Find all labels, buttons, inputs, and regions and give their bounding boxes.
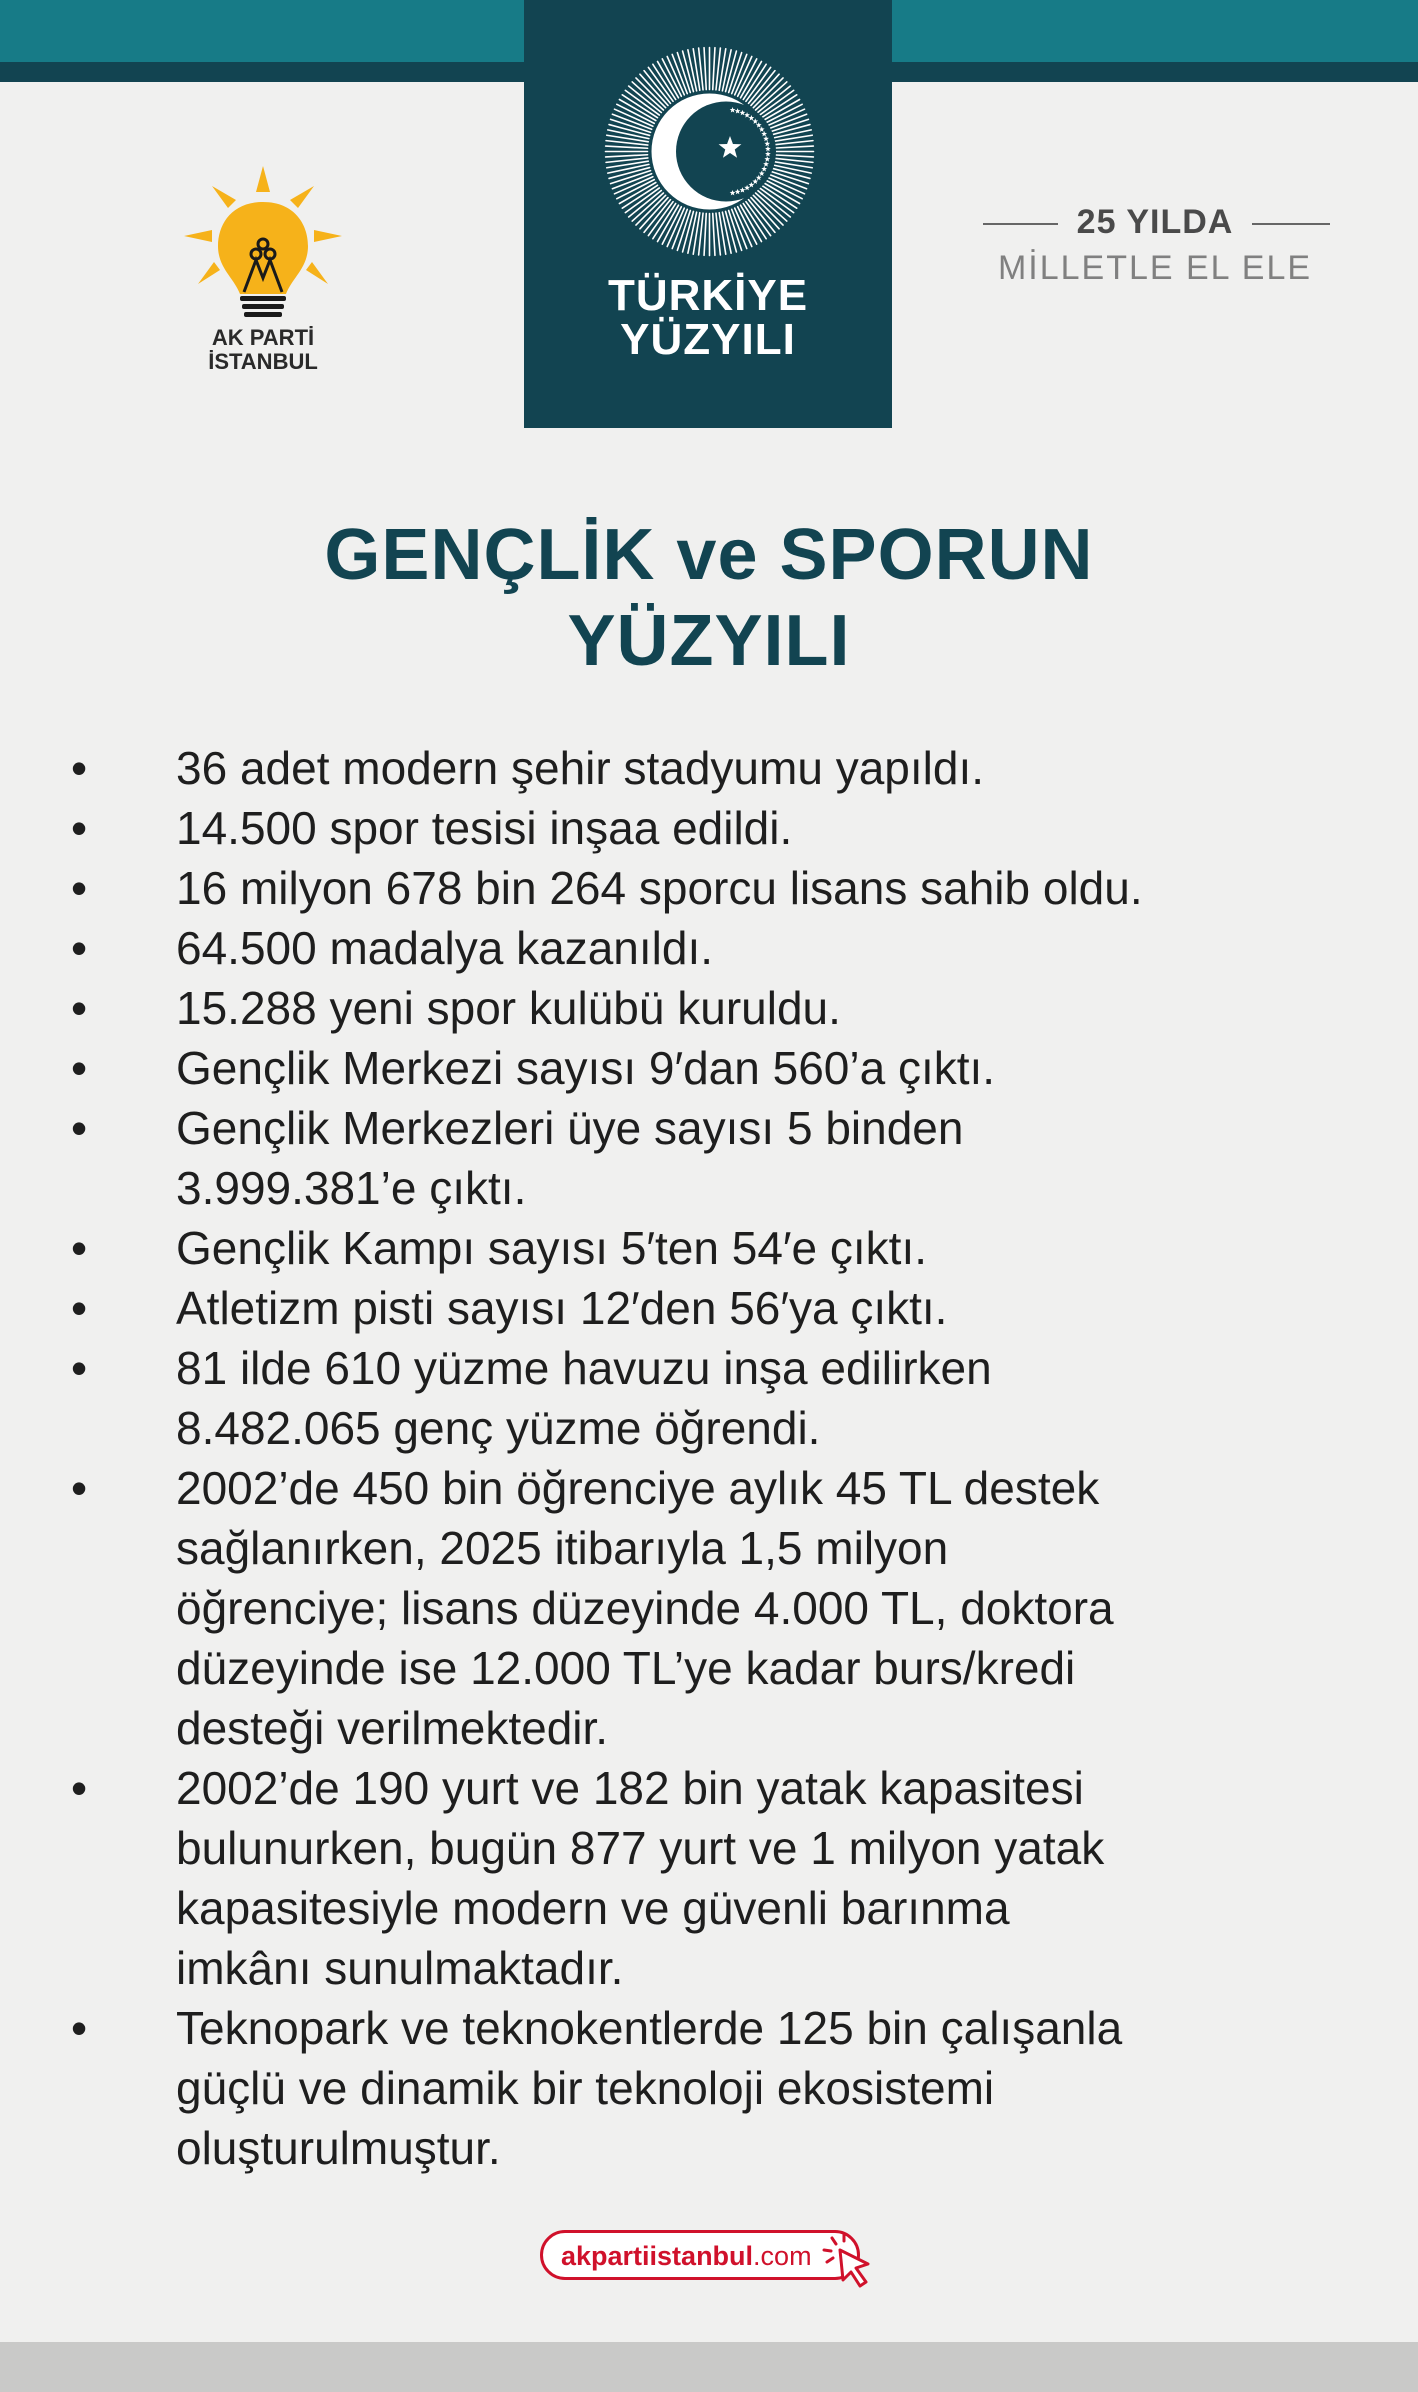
turkiye-title-line1: TÜRKİYE <box>607 271 809 320</box>
fact-text-line: Gençlik Kampı sayısı 5′ten 54′e çıktı. <box>176 1222 928 1274</box>
logo-text-line1: AK PARTİ <box>211 325 315 350</box>
bullet-icon: • <box>70 742 88 794</box>
fact-item <box>58 1338 1368 1458</box>
fact-item <box>58 738 1368 798</box>
bottom-band <box>0 2342 1418 2392</box>
bullet-icon: • <box>70 1222 88 1274</box>
bullet-icon: • <box>70 1342 88 1394</box>
slogan-line2: MİLLETLE EL ELE <box>997 249 1313 287</box>
website-suffix: .com <box>753 2241 812 2271</box>
fact-item <box>58 1218 1368 1278</box>
fact-item <box>58 918 1368 978</box>
fact-text-line: Teknopark ve teknokentlerde 125 bin çalışanla <box>176 2002 1123 2054</box>
click-cursor-icon <box>818 2228 880 2290</box>
fact-text-line: 2002’de 190 yurt ve 182 bin yatak kapasitesi <box>176 1762 1084 1814</box>
page-title-line1: GENÇLİK ve SPORUN <box>324 515 1094 595</box>
fact-item <box>58 1758 1368 1998</box>
bullet-icon: • <box>70 2002 88 2054</box>
bullet-icon: • <box>70 1462 88 1514</box>
fact-text-line: 64.500 madalya kazanıldı. <box>176 922 714 974</box>
fact-text-line: 2002’de 450 bin öğrenciye aylık 45 TL destek <box>176 1462 1100 1514</box>
bullet-icon: • <box>70 1762 88 1814</box>
fact-item <box>58 798 1368 858</box>
fact-text-line: öğrenciye; lisans düzeyinde 4.000 TL, doktora <box>176 1582 1114 1634</box>
bullet-icon: • <box>70 1102 88 1154</box>
fact-item <box>58 978 1368 1038</box>
bullet-icon: • <box>70 982 88 1034</box>
bullet-icon: • <box>70 1282 88 1334</box>
fact-item <box>58 858 1368 918</box>
website-link[interactable] <box>540 2230 860 2280</box>
logo-text-line2: İSTANBUL <box>208 349 318 374</box>
fact-list <box>58 738 1368 2178</box>
fact-text-line: Gençlik Merkezi sayısı 9′dan 560’a çıktı. <box>176 1042 996 1094</box>
fact-text-line: 15.288 yeni spor kulübü kuruldu. <box>176 982 841 1034</box>
website-text <box>561 2241 812 2271</box>
fact-text-line: 14.500 spor tesisi inşaa edildi. <box>176 802 793 854</box>
turkiye-yuzyili-panel <box>524 0 892 428</box>
bullet-icon: • <box>70 862 88 914</box>
page-title-line2: YÜZYILI <box>567 601 851 681</box>
fact-text-line: sağlanırken, 2025 itibarıyla 1,5 milyon <box>176 1522 949 1574</box>
fact-text-line: Atletizm pisti sayısı 12′den 56′ya çıktı. <box>176 1282 948 1334</box>
crescent-star-sunburst-icon <box>602 44 817 259</box>
fact-text-line: düzeyinde ise 12.000 TL’ye kadar burs/kredi <box>176 1642 1076 1694</box>
fact-text-line: oluşturulmuştur. <box>176 2122 501 2174</box>
fact-text-line: 8.482.065 genç yüzme öğrendi. <box>176 1402 821 1454</box>
bullet-icon: • <box>70 1042 88 1094</box>
fact-text-line: Gençlik Merkezleri üye sayısı 5 binden <box>176 1102 964 1154</box>
fact-item <box>58 1038 1368 1098</box>
fact-item <box>58 1278 1368 1338</box>
fact-item <box>58 1998 1368 2178</box>
slogan-line1: 25 YILDA <box>1076 203 1234 241</box>
fact-text-line: kapasitesiyle modern ve güvenli barınma <box>176 1882 1010 1934</box>
fact-item <box>58 1458 1368 1758</box>
fact-text-line: 36 adet modern şehir stadyumu yapıldı. <box>176 742 985 794</box>
fact-text-line: güçlü ve dinamik bir teknoloji ekosistemi <box>176 2062 995 2114</box>
fact-text-line: 81 ilde 610 yüzme havuzu inşa edilirken <box>176 1342 992 1394</box>
turkiye-title-line2: YÜZYILI <box>620 315 796 364</box>
fact-item <box>58 1098 1368 1218</box>
fact-text-line: 3.999.381’e çıktı. <box>176 1162 527 1214</box>
fact-text-line: imkânı sunulmaktadır. <box>176 1942 624 1994</box>
fact-text-line: bulunurken, bugün 877 yurt ve 1 milyon yatak <box>176 1822 1105 1874</box>
bullet-icon: • <box>70 802 88 854</box>
fact-text-line: desteği verilmektedir. <box>176 1702 609 1754</box>
bullet-icon: • <box>70 922 88 974</box>
fact-text-line: 16 milyon 678 bin 264 sporcu lisans sahib oldu. <box>176 862 1143 914</box>
website-name: akpartiistanbul <box>561 2241 754 2271</box>
